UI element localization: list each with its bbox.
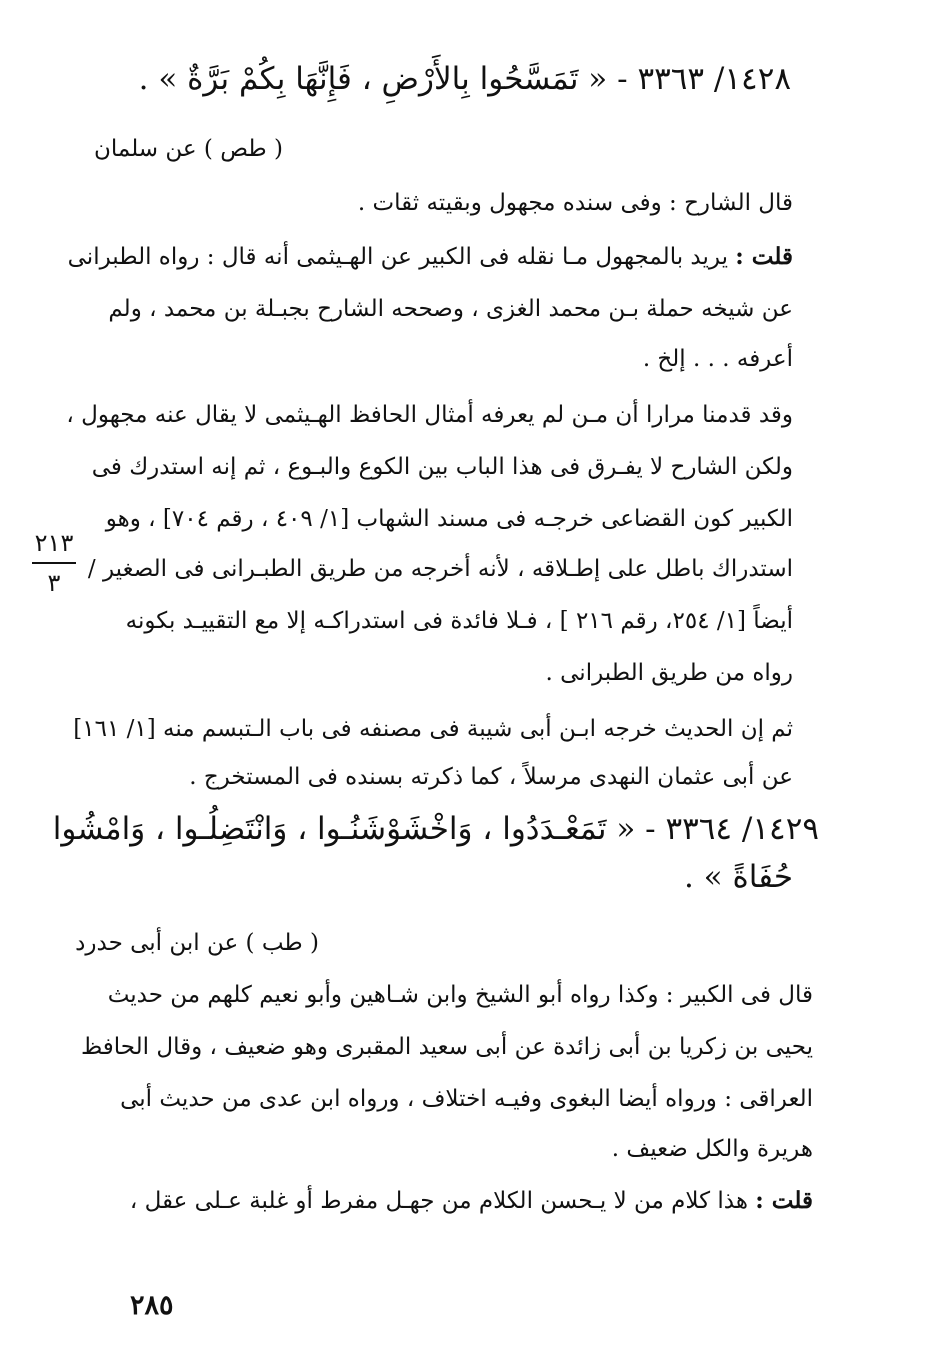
paragraph-2-line-4: استدراك باطل على إطـلاقه ، لأنه أخرجه من طريق الطبـرانى فى الصغير / xyxy=(87,556,793,582)
paragraph-3-line-2: عن أبى عثمان النهدى مرسلاً ، كما ذكرته بسنده فى المستخرج . xyxy=(189,764,793,790)
paragraph-4-line-2: يحيى بن زكريا بن أبى زائدة عن أبى سعيد المقبرى وهو ضعيف ، وقال الحافظ xyxy=(80,1034,813,1060)
paragraph-4-line-4: هريرة والكل ضعيف . xyxy=(611,1136,813,1162)
paragraph-2-line-2: ولكن الشارح لا يفـرق فى هذا الباب بين الكوع والبـوع ، ثم إنه استدرك فى xyxy=(91,454,793,480)
paragraph-2-line-1: وقد قدمنا مرارا أن مـن لم يعرفه أمثال الحافظ الهـيثمى لا يقال عنه مجهول ، xyxy=(66,402,793,428)
margin-reference-denominator: ٣ xyxy=(47,569,61,598)
paragraph-2-line-6: رواه من طريق الطبرانى . xyxy=(545,660,793,686)
paragraph-2-line-3: الكبير كون القضاعى خرجـه فى مسند الشهاب [١/ ٤٠٩ ، رقم ٧٠٤] ، وهو xyxy=(105,506,793,532)
source-attribution-1428: ( طص ) عن سلمان xyxy=(94,136,283,162)
commentator-note: قال الشارح : وفى سنده مجهول وبقيته ثقات . xyxy=(357,190,793,216)
source-attribution-1429: ( طب ) عن ابن أبى حدرد xyxy=(75,930,319,956)
margin-reference xyxy=(30,530,78,597)
hadith-1429-heading-continued: حُفَاةً » . xyxy=(683,859,793,895)
margin-reference-numerator: ٢١٣ xyxy=(34,529,74,557)
paragraph-4-line-3: العراقى : ورواه أيضا البغوى وفيـه اختلاف ، ورواه ابن عدى من حديث أبى xyxy=(120,1086,813,1112)
qult-paragraph-1-line-3: أعرفه . . . إلخ . xyxy=(642,346,793,372)
paragraph-4-line-1: قال فى الكبير : وكذا رواه أبو الشيخ وابن شـاهين وأبو نعيم كلهم من حديث xyxy=(107,982,813,1008)
qult-text-2: هذا كلام من لا يـحسن الكلام من جهـل مفرط أو غلبة عـلى عقل ، xyxy=(129,1188,748,1214)
qult-paragraph-2-line-1 xyxy=(130,1188,813,1214)
paragraph-2-line-5: أيضاً [١/ ٢٥٤، رقم ٢١٦ ] ، فـلا فائدة فى استدراكـه إلا مع التقييـد بكونه xyxy=(125,608,793,634)
hadith-1428-heading: ١٤٢٨/ ٣٣٦٣ - « تَمَسَّحُوا بِالأَرْضِ ، فَإِنَّهَا بِكُمْ بَرَّةٌ » . xyxy=(138,61,791,97)
qult-paragraph-1-line-1 xyxy=(68,244,793,270)
hadith-1429-heading: ١٤٢٩/ ٣٣٦٤ - « تَمَعْـدَدُوا ، وَاخْشَوْشَنُـوا ، وَانْتَضِلُـوا ، وَامْشُوا xyxy=(52,811,819,847)
qult-paragraph-1-line-2: عن شيخه حملة بـن محمد الغزى ، وصححه الشارح بجبـلة بن محمد ، ولم xyxy=(108,296,793,322)
margin-reference-divider xyxy=(32,562,76,564)
paragraph-3-line-1: ثم إن الحديث خرجه ابـن أبى شيبة فى مصنفه فى باب الـتبسم منه [١/ ١٦١] xyxy=(73,716,793,742)
qult-label-2: قلت : xyxy=(755,1187,813,1214)
qult-text: يريد بالمجهول مـا نقله فى الكبير عن الهـيثمى أنه قال : رواه الطبرانى xyxy=(67,244,728,270)
page-number: ٢٨٥ xyxy=(130,1290,174,1321)
qult-label: قلت : xyxy=(735,243,793,270)
